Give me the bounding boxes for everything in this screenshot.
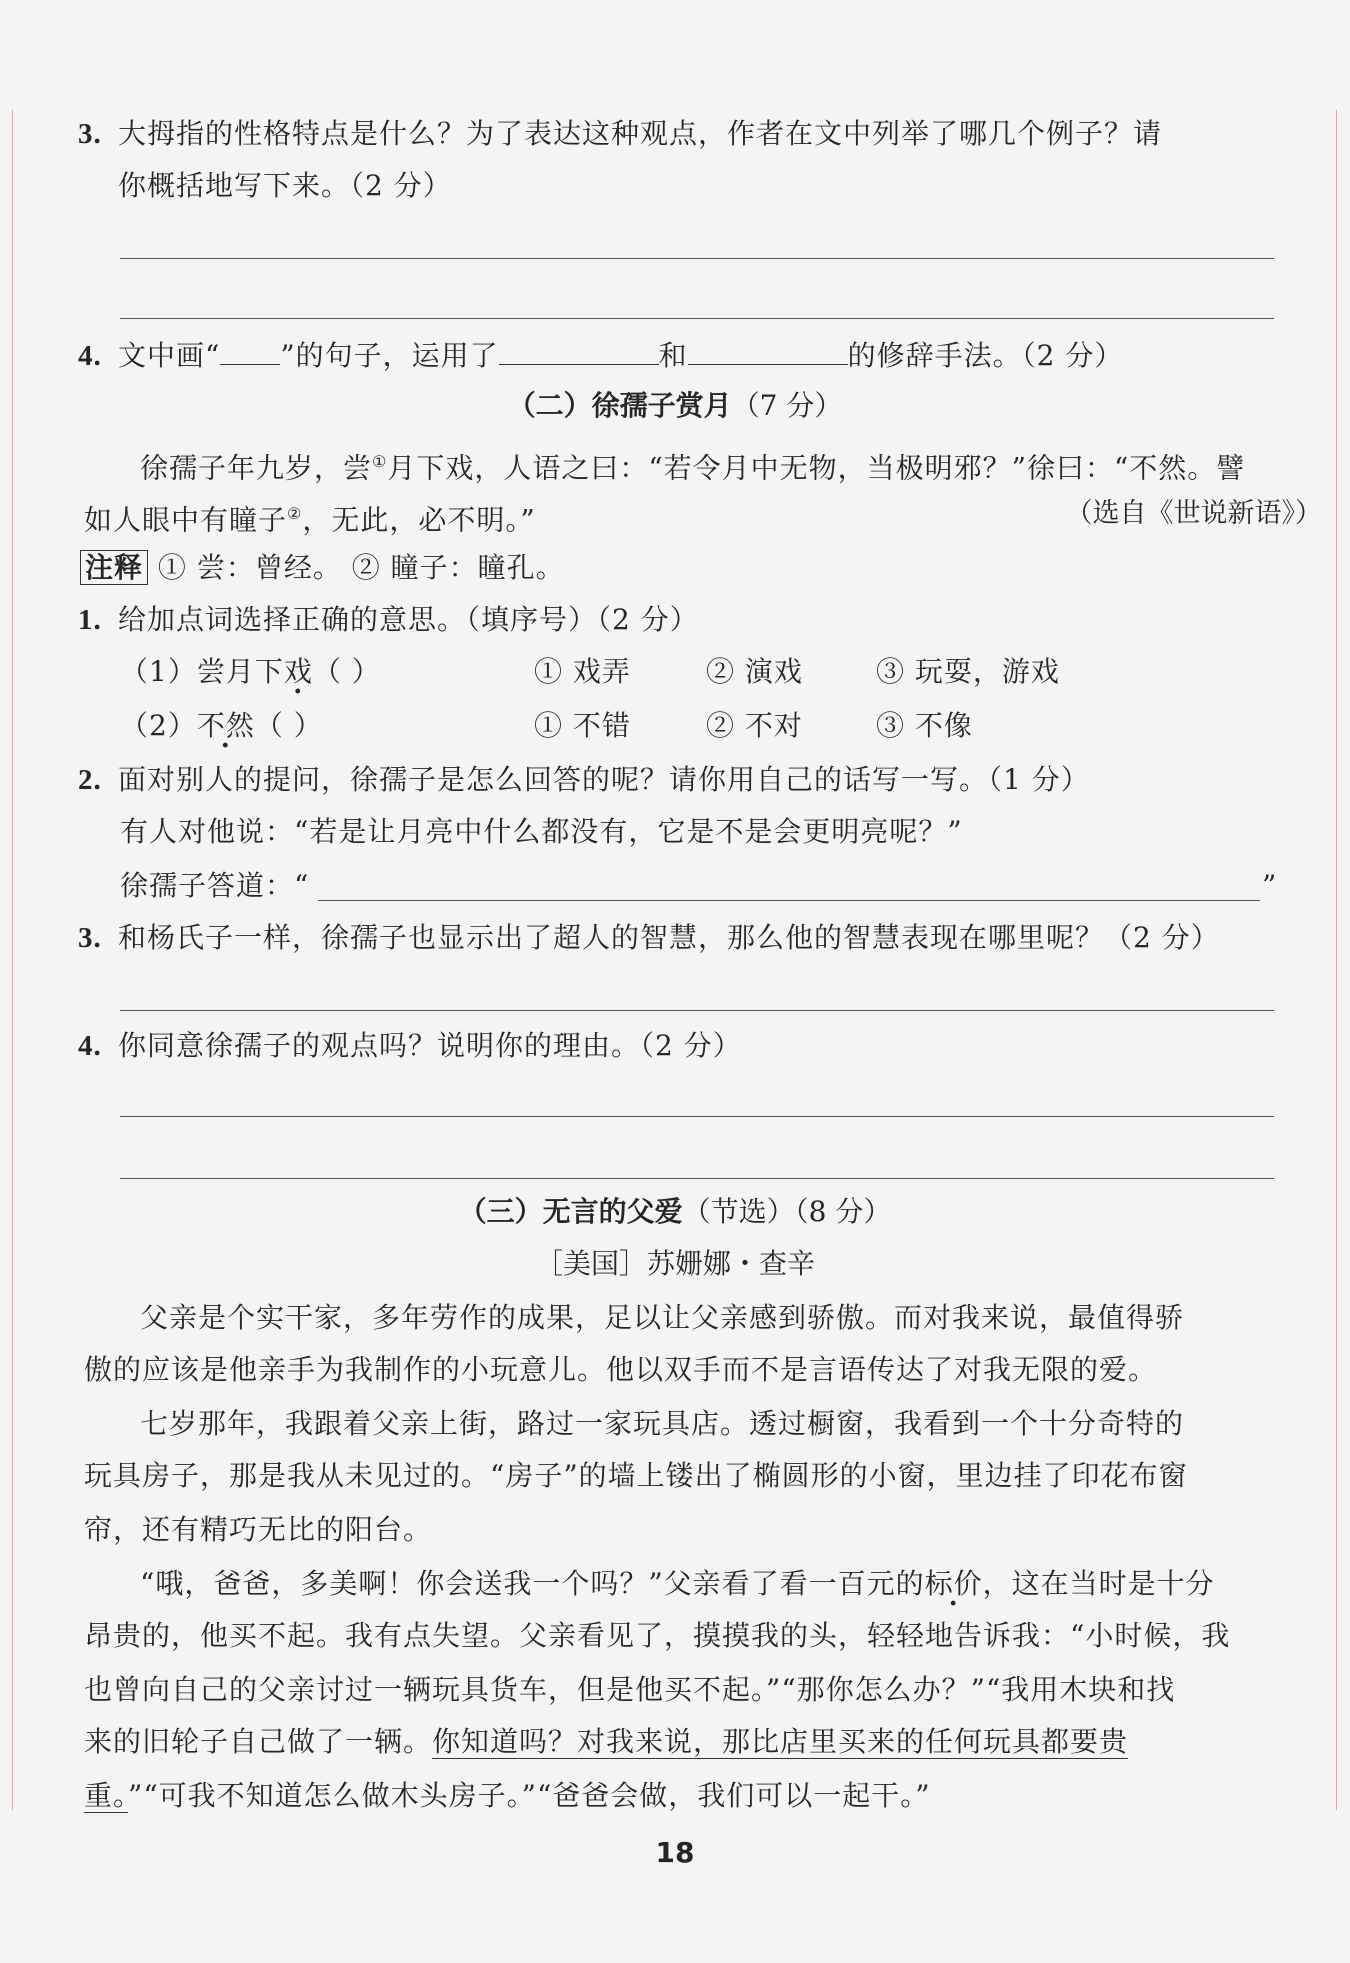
passage-text: ，无此，必不明。”: [302, 503, 536, 537]
answer-line[interactable]: [120, 1010, 1274, 1011]
answer-paren[interactable]: （ ）: [312, 655, 381, 688]
question-text: ”的句子，运用了: [280, 339, 499, 372]
underlined-sentence: 你知道吗？对我来说，那比店里买来的任何玩具都要贵: [432, 1725, 1129, 1758]
question-text: 和杨氏子一样，徐孺子也显示出了超人的智慧，那么他的智慧表现在哪里呢？（2 分）: [118, 921, 1220, 954]
choice-option: ② 演戏: [706, 655, 803, 688]
question-2: [78, 760, 1090, 800]
passage-line: 帘，还有精巧无比的阳台。: [84, 1513, 433, 1546]
left-margin-rule: [12, 110, 13, 1810]
passage-text: 徐孺子年九岁，尝: [140, 451, 373, 485]
right-margin-rule: [1336, 110, 1337, 1810]
answer-paren[interactable]: （ ）: [254, 709, 323, 742]
question-3: [78, 918, 1220, 958]
passage-text: 月下戏，人语之曰：“若令月中无物，当极明邪？”徐曰：“不然。譬: [387, 451, 1246, 485]
question-text: 大拇指的性格特点是什么？为了表达这种观点，作者在文中列举了哪几个例子？请: [118, 117, 1163, 150]
passage-line: [140, 1564, 1215, 1604]
dotted-word: 标价: [924, 1567, 983, 1600]
option-label: （2）: [120, 709, 197, 742]
passage-text: 来的旧轮子自己做了一辆。: [84, 1725, 433, 1758]
question-1: [78, 600, 699, 640]
question-text: 你同意徐孺子的观点吗？说明你的理由。（2 分）: [118, 1029, 742, 1062]
passage-text: 如人眼中有瞳子: [84, 503, 288, 537]
closing-quote: ”: [1262, 869, 1278, 902]
passage-line: [140, 442, 1245, 488]
section-score: （节选）（8 分）: [682, 1195, 892, 1228]
answer-line[interactable]: [120, 258, 1274, 259]
question-3-prev: [78, 114, 1162, 154]
answer-line[interactable]: [120, 318, 1274, 319]
passage-source: （选自《世说新语》）: [1065, 498, 1322, 529]
passage-line: 父亲是个实干家，多年劳作的成果，足以让父亲感到骄傲。而对我来说，最值得骄: [140, 1301, 1185, 1334]
question-text: 文中画“: [118, 339, 221, 372]
choice-option: ② 不对: [706, 709, 803, 742]
section-title: （三）无言的父爱: [458, 1195, 683, 1228]
choice-option: ① 戏弄: [534, 655, 631, 688]
question-number: 4.: [78, 340, 102, 372]
fill-blank[interactable]: [688, 334, 848, 365]
question-number: 4.: [78, 1030, 102, 1062]
passage-line: 七岁那年，我跟着父亲上街，路过一家玩具店。透过橱窗，我看到一个十分奇特的: [140, 1407, 1185, 1440]
answer-row: [120, 866, 309, 906]
passage-text: ，这在当时是十分: [982, 1567, 1215, 1600]
option-row-2: [120, 706, 323, 746]
question-3-prev-cont: [118, 166, 452, 206]
question-text: 给加点词选择正确的意思。（填序号）（2 分）: [118, 603, 699, 636]
question-text: 你概括地写下来。（2 分）: [118, 169, 452, 202]
section-3-title: [0, 1192, 1350, 1232]
question-number: 2.: [78, 764, 102, 796]
choice-option: ③ 玩耍，游戏: [876, 655, 1060, 688]
dotted-word: 不然: [196, 709, 255, 742]
option-label: （1）尝月下: [120, 655, 284, 688]
question-prompt: 有人对他说：“若是让月亮中什么都没有，它是不是会更明亮呢？”: [120, 815, 963, 848]
answer-line[interactable]: [120, 1116, 1274, 1117]
question-number: 1.: [78, 604, 102, 636]
annotation-text: ① 尝：曾经。 ② 瞳子：瞳孔。: [157, 551, 565, 584]
answer-line[interactable]: [120, 1178, 1274, 1179]
passage-line: 昂贵的，他买不起。我有点失望。父亲看见了，摸摸我的头，轻轻地告诉我：“小时候，我: [84, 1619, 1231, 1652]
choice-option: ① 不错: [534, 709, 631, 742]
answer-line[interactable]: [318, 900, 1260, 901]
question-prompt: 徐孺子答道：“: [120, 869, 310, 902]
passage-text: “哦，爸爸，多美啊！你会送我一个吗？”父亲看了看一百元的: [140, 1567, 925, 1600]
passage-line: 玩具房子，那是我从未见过的。“房子”的墙上镂出了椭圆形的小窗，里边挂了印花布窗: [84, 1459, 1188, 1492]
dotted-word: 戏: [283, 655, 313, 688]
question-text: 面对别人的提问，徐孺子是怎么回答的呢？请你用自己的话写一写。（1 分）: [118, 763, 1090, 796]
author-line: ［美国］苏姗娜・查辛: [534, 1247, 815, 1280]
fill-blank[interactable]: [499, 334, 659, 365]
question-4: [78, 1026, 742, 1066]
option-row-1: [120, 652, 381, 692]
choice-option: ③ 不像: [876, 709, 973, 742]
passage-line: [84, 1722, 1128, 1762]
annotation: [80, 548, 565, 588]
underlined-sentence: 重。: [84, 1779, 129, 1812]
section-2-title: [0, 386, 1350, 426]
fill-blank[interactable]: [220, 334, 280, 365]
question-text: 的修辞手法。（2 分）: [847, 339, 1124, 372]
footnote-mark: ①: [372, 452, 388, 471]
question-number: 3.: [78, 922, 102, 954]
question-number: 3.: [78, 118, 102, 150]
passage-line: 傲的应该是他亲手为我制作的小玩意儿。他以双手而不是言语传达了对我无限的爱。: [84, 1353, 1158, 1386]
passage-line: [84, 494, 536, 540]
section-title: （二）徐孺子赏月: [507, 389, 732, 422]
passage-line: [84, 1776, 931, 1816]
footnote-mark: ②: [287, 504, 303, 523]
question-4-prev: [78, 334, 1123, 376]
question-text: 和: [658, 339, 688, 372]
passage-line: 也曾向自己的父亲讨过一辆玩具货车，但是他买不起。”“那你怎么办？”“我用木块和找: [84, 1673, 1176, 1706]
page-number: 18: [655, 1836, 695, 1869]
section-score: （7 分）: [731, 389, 843, 422]
annotation-label: 注释: [80, 550, 148, 585]
passage-text: ”“可我不知道怎么做木头房子。”“爸爸会做，我们可以一起干。”: [128, 1779, 931, 1812]
